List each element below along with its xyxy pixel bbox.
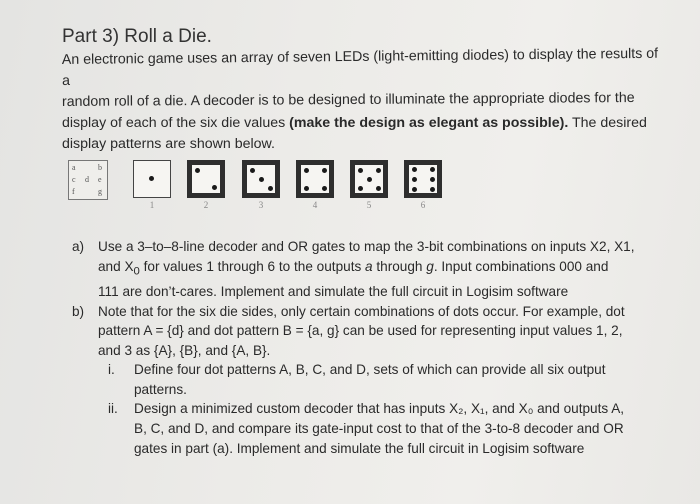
die-dot [412,187,417,192]
legend-a: a [72,163,76,172]
die-dot [376,186,381,191]
intro-line: An electronic game uses an array of seven LEDs (light-emitting diodes) to display the results of a [61,45,659,89]
question-marker: b) [72,303,85,319]
question-line: patterns. [134,381,187,397]
intro-line: random roll of a die. A decoder is to be designed to illuminate the appropriate diodes for the [61,90,635,110]
question-marker: i. [108,362,115,378]
die-face-inner [409,165,437,193]
die-dot [430,187,435,192]
die-dot [195,168,200,173]
legend-b: b [98,163,102,172]
die-dot [376,168,381,173]
die-dot [304,186,309,191]
die-face-5 [350,160,388,198]
die-dot [304,168,309,173]
die-face-4 [296,160,334,198]
questions [72,237,672,458]
die-patterns-figure [60,152,450,222]
intro-text: The desired [568,115,647,131]
question-b [72,302,672,459]
die-dot [412,167,417,172]
question-marker: a) [72,239,85,254]
die-dot [259,177,264,182]
die-number: 1 [149,200,155,210]
question-line: Note that for the six die sides, only certain combinations of dots occur. For example, dot [98,303,625,319]
die-dot [367,177,372,182]
legend-e: e [98,175,102,184]
die-dot [412,177,417,182]
question-b-i [98,360,672,399]
intro-line [62,113,662,134]
output-g: g [426,258,434,274]
question-text: and X [98,258,134,274]
die-dot [430,177,435,182]
question-a [72,237,672,302]
die-face-2 [187,160,225,198]
question-text: through [372,258,427,274]
intro-emphasis: (make the design as elegant as possible). [289,115,569,131]
subscript: 0 [133,265,140,278]
die-dot [358,168,363,173]
die-number: 4 [312,200,318,210]
die-face-inner [247,165,275,193]
die-dot [250,168,255,173]
die-number: 3 [258,200,264,210]
legend-g: g [98,187,102,196]
question-b-ii [98,399,672,458]
die-face-inner [192,165,220,193]
die-dot [268,186,273,191]
die-face-6 [404,160,442,198]
die-number: 6 [420,200,426,210]
die-dot [212,185,217,190]
legend-f: f [72,187,75,196]
die-face-3 [242,160,280,198]
die-dot [358,186,363,191]
question-line: and 3 as {A}, {B}, and {A, B}. [98,342,271,358]
die-face-inner [355,165,383,193]
intro-paragraph [61,45,662,155]
legend-c: c [72,175,76,184]
intro-text: display of each of the six die values [62,115,290,131]
question-line: 111 are don’t-cares. Implement and simulate the full circuit in Logisim software [98,283,569,299]
section-title: Part 3) Roll a Die. [62,26,212,47]
die-face-1 [133,160,171,198]
output-a: a [365,258,373,274]
die-dot [322,186,327,191]
question-line: B, C, and D, and compare its gate-input cost to that of the 3-to-8 decoder and OR [134,421,624,437]
die-number: 5 [366,200,372,210]
intro-line: display patterns are shown below. [62,136,275,152]
legend-d: d [85,175,89,184]
die-number: 2 [203,200,209,210]
question-line: Define four dot patterns A, B, C, and D, sets of which can provide all six output [134,362,606,378]
question-text: for values 1 through 6 to the outputs [139,258,366,274]
question-line: Design a minimized custom decoder that has inputs X₂, X₁, and X₀ and outputs A, [134,401,625,417]
question-marker: ii. [108,401,118,417]
question-line: gates in part (a). Implement and simulate the full circuit in Logisim software [134,440,585,456]
question-line [98,257,672,282]
question-line: Use a 3–to–8-line decoder and OR gates to map the 3-bit combinations on inputs X2, X1, [98,239,635,254]
question-text: . Input combinations 000 and [433,258,609,274]
die-dot [322,168,327,173]
die-dot [149,176,154,181]
question-line: pattern A = {d} and dot pattern B = {a, g} can be used for representing input values 1, 2, [98,323,623,339]
die-face-inner [301,165,329,193]
die-dot [430,167,435,172]
led-legend [68,160,108,200]
